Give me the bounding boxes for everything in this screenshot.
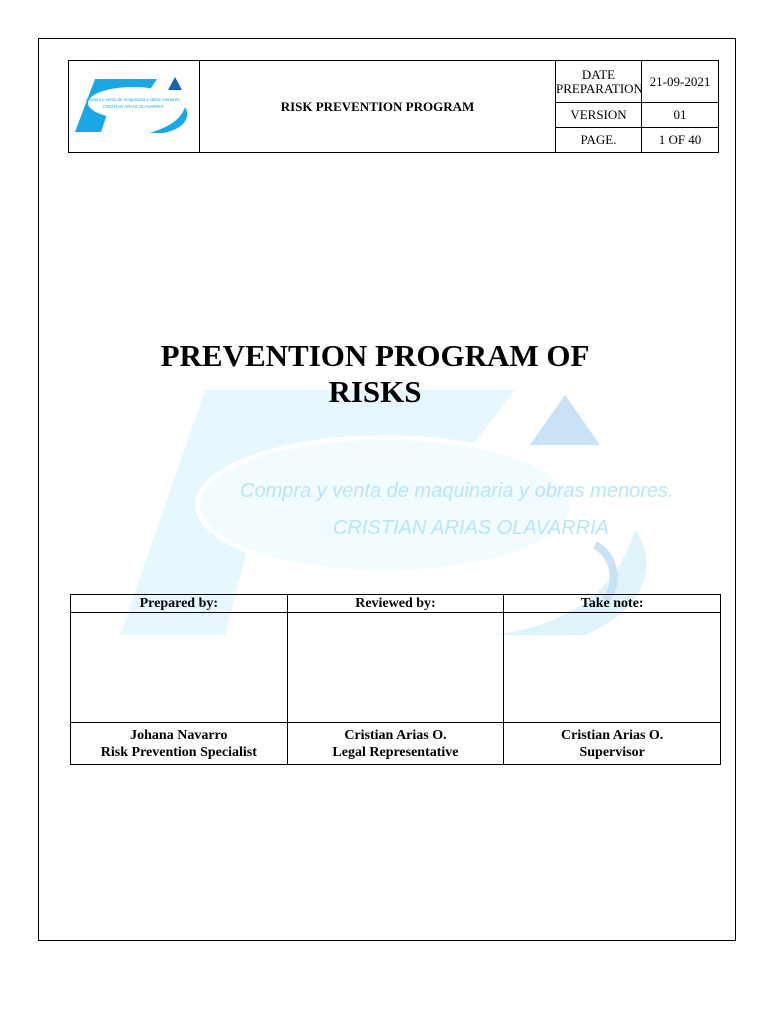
main-title-line2: RISKS [328,374,422,409]
document-title: RISK PREVENTION PROGRAM [200,61,556,153]
date-label-line2: PREPARATION [556,80,643,96]
watermark-text-line1: Compra y venta de maquinaria y obras menores. [240,480,674,502]
watermark-text-line2: CRISTIAN ARIAS OLAVARRIA [333,517,610,539]
person-name: Johana Navarro [130,727,228,743]
take-note-person [504,723,721,765]
person-role: Legal Representative [332,744,459,760]
version-label: VERSION [556,103,642,128]
version-value: 01 [642,103,719,128]
date-preparation-value: 21-09-2021 [642,61,719,103]
main-title-line1: PREVENTION PROGRAM OF [160,338,590,373]
prepared-by-person [71,723,288,765]
main-title [90,338,660,410]
logo-cell [69,61,200,153]
date-preparation-label [556,61,642,103]
reviewed-by-signature-area [287,613,504,723]
signature-table [70,594,721,765]
page-label: PAGE. [556,128,642,153]
company-logo [75,75,195,135]
reviewed-by-header: Reviewed by: [287,595,504,613]
document-header-table [68,60,719,153]
person-role: Risk Prevention Specialist [100,744,257,760]
page-value: 1 OF 40 [642,128,719,153]
person-role: Supervisor [579,744,645,760]
logo-text-line1: Compra y venta de maquinaria y obras menores. [85,97,181,102]
prepared-by-header: Prepared by: [71,595,288,613]
take-note-signature-area [504,613,721,723]
person-name: Cristian Arias O. [561,727,664,743]
reviewed-by-person [287,723,504,765]
prepared-by-signature-area [71,613,288,723]
logo-text-line2: CRISTIAN ARIAS OLAVARRIA [102,104,164,109]
person-name: Cristian Arias O. [344,727,447,743]
date-label-line1: DATE [581,66,616,82]
take-note-header: Take note: [504,595,721,613]
